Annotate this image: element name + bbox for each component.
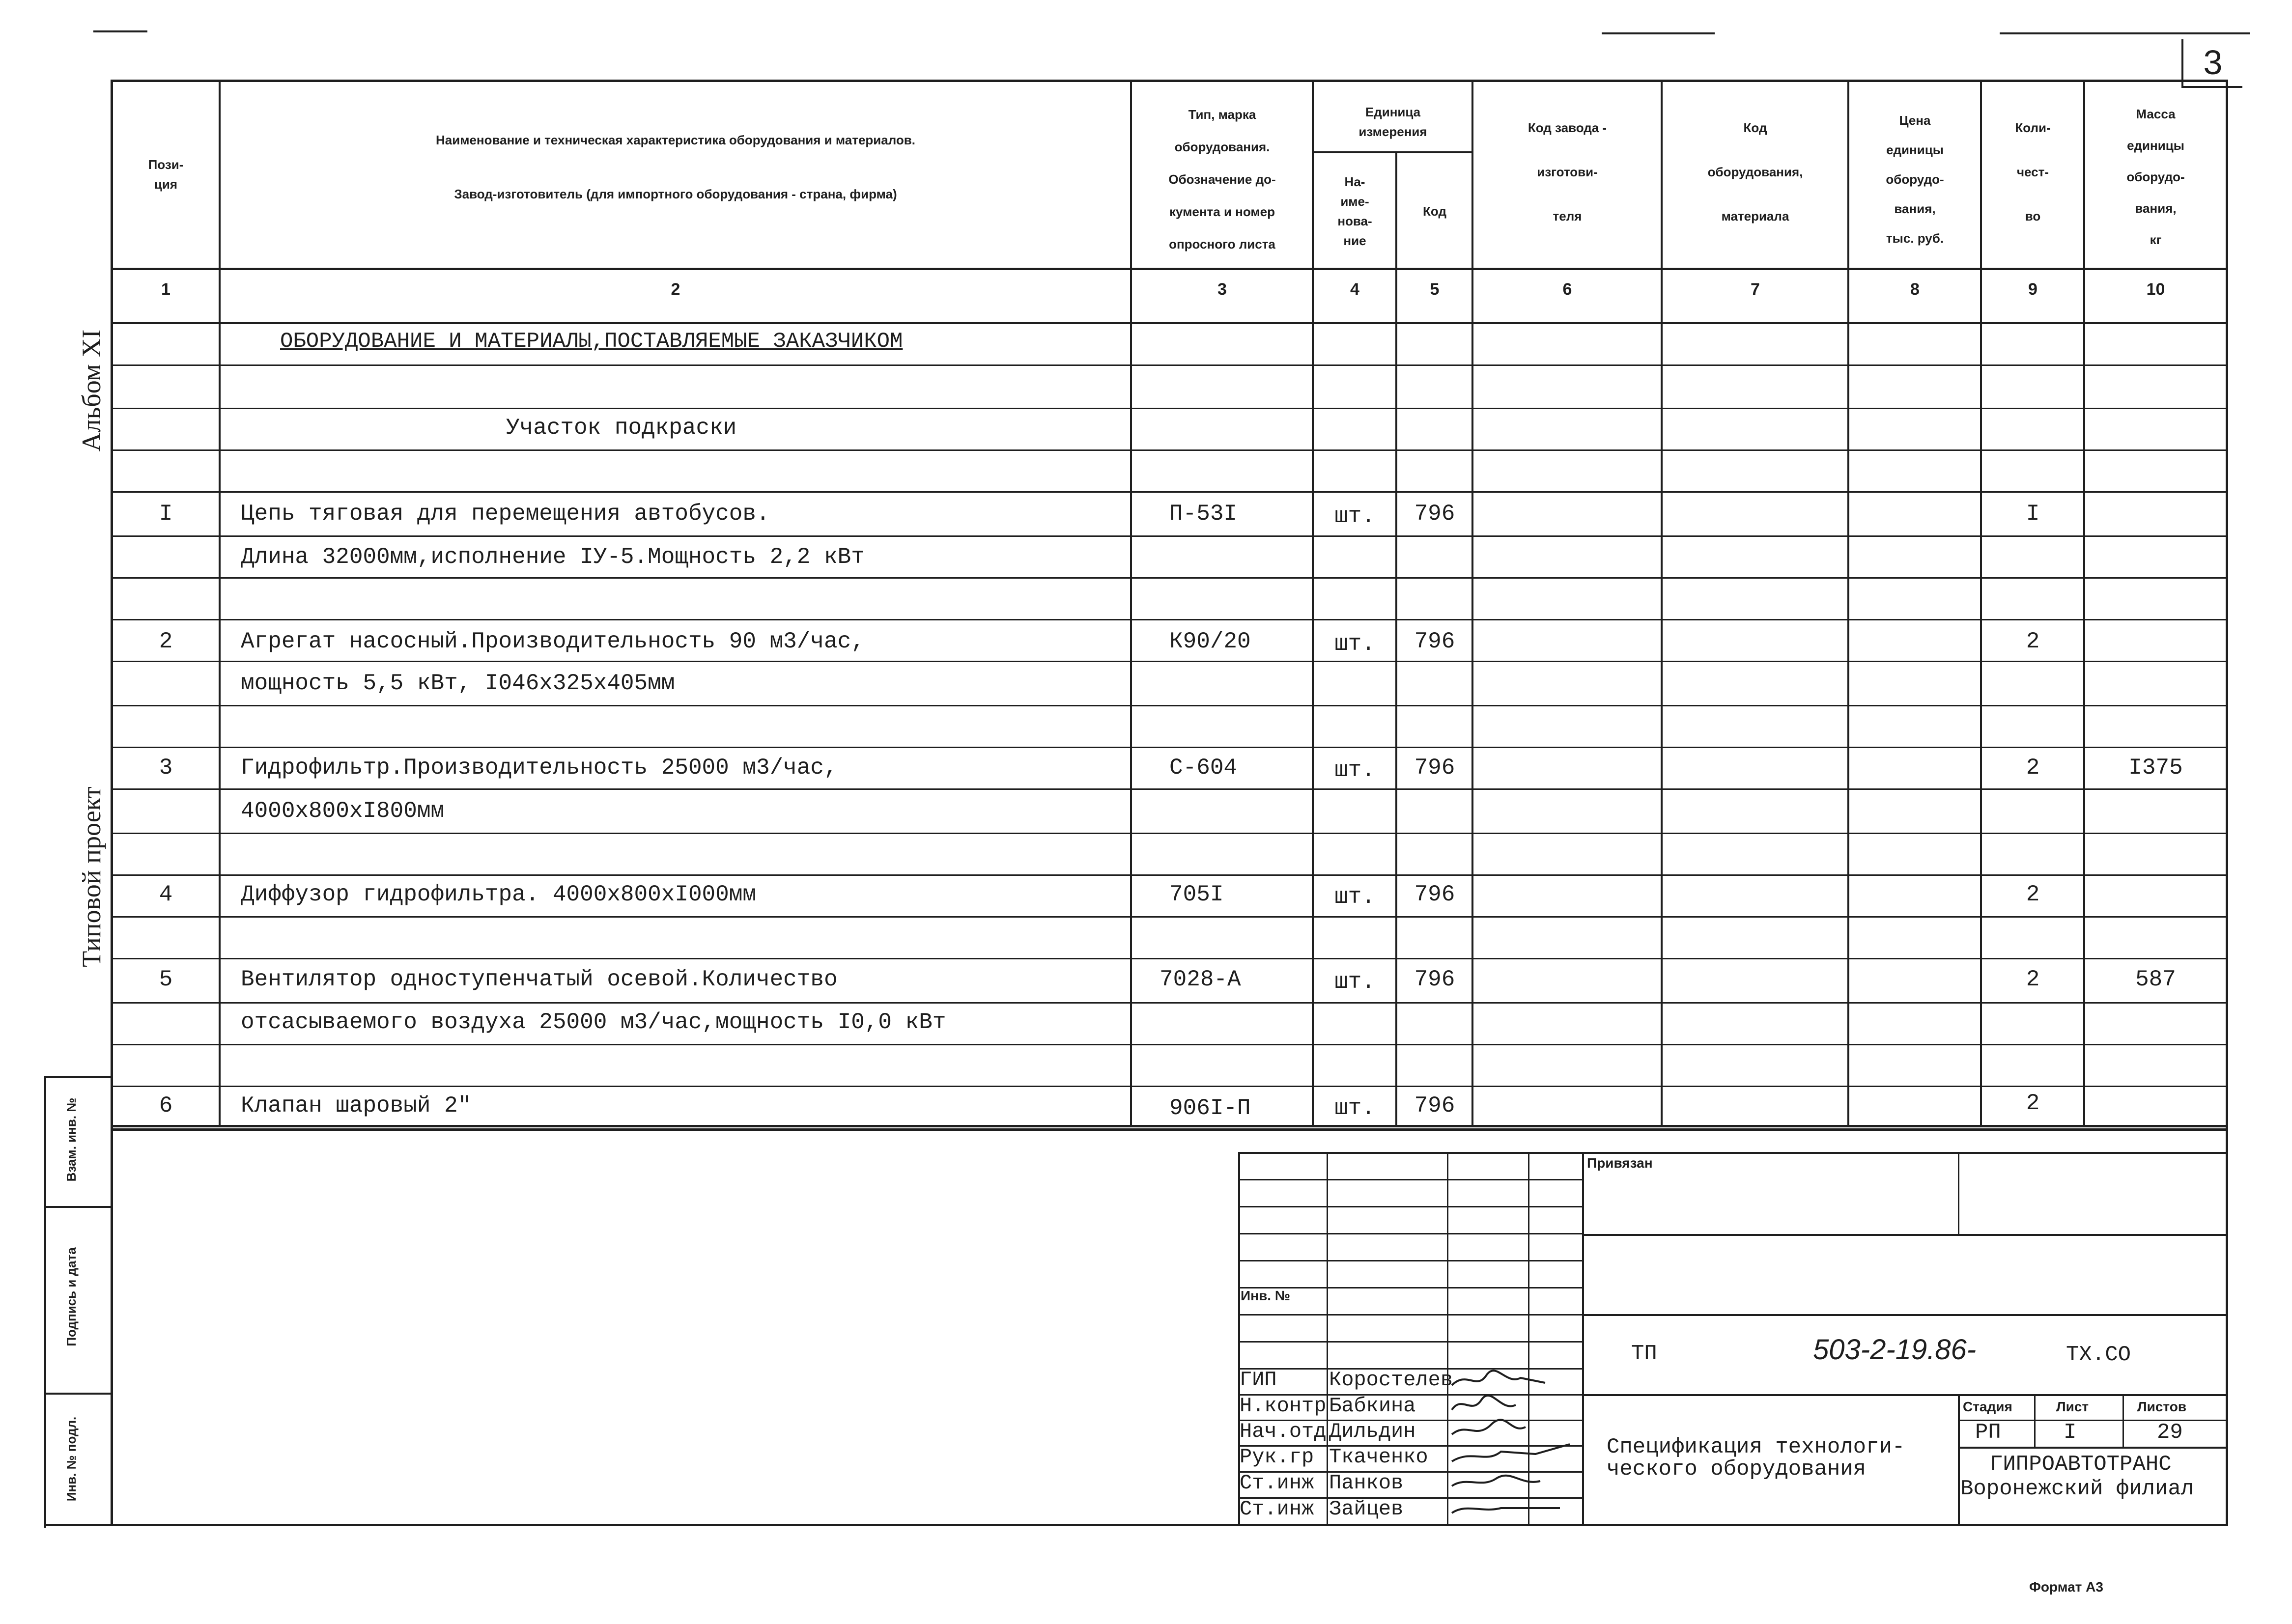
row-2-code: 796 xyxy=(1414,629,1455,654)
inv-zam-label: Взам. инв. № xyxy=(64,1097,79,1182)
tb-sheets-divider xyxy=(2122,1394,2124,1448)
row-line-16 xyxy=(111,1002,2228,1004)
row-1-code: 796 xyxy=(1414,501,1455,527)
row-line-8 xyxy=(111,661,2228,662)
sheet-number: 3 xyxy=(2203,43,2223,82)
tb-doc-number: 503-2-19.86- xyxy=(1813,1334,1977,1366)
colnum-3: 3 xyxy=(1217,280,1227,299)
row-line-12 xyxy=(111,833,2228,834)
top-dash-left xyxy=(93,30,147,32)
tb-inv-no-label: Инв. № xyxy=(1241,1288,1291,1303)
section-title: ОБОРУДОВАНИЕ И МАТЕРИАЛЫ,ПОСТАВЛЯЕМЫЕ ЗАКАЗЧИКОМ xyxy=(280,329,903,354)
row-line-17 xyxy=(111,1044,2228,1045)
tb-h-1 xyxy=(1238,1179,1582,1180)
tb-docnum-bottom xyxy=(1582,1394,2228,1396)
row-line-7 xyxy=(111,619,2228,620)
row-6-type: 906I-П xyxy=(1169,1095,1251,1121)
row-2-name: Агрегат насосный.Производительность 90 м3/час, xyxy=(241,629,865,654)
header-units: Единица измерения xyxy=(1358,104,1427,139)
row-6-quantity: 2 xyxy=(2026,1091,2040,1116)
row-3-type: С-604 xyxy=(1169,755,1238,781)
col-line-8 xyxy=(1980,80,1982,1126)
left-frame-lower xyxy=(111,1125,113,1525)
tb-sheet-value: I xyxy=(2064,1420,2077,1445)
header-unit-name: На- име- нова- ние xyxy=(1337,174,1372,248)
row-6-unit: шт. xyxy=(1334,1095,1375,1121)
col-line-7 xyxy=(1847,80,1849,1126)
tb-role-4: Рук.гр xyxy=(1240,1445,1314,1469)
tb-doc-title-2: ческого оборудования xyxy=(1607,1457,1867,1482)
col-line-5 xyxy=(1471,80,1473,1126)
tb-role-2: Н.контр xyxy=(1240,1394,1327,1418)
row-2-type: К90/20 xyxy=(1169,629,1251,654)
row-5-name-2: отсасываемого воздуха 25000 м3/час,мощность I0,0 кВт xyxy=(241,1009,946,1035)
row-line-3 xyxy=(111,449,2228,451)
row-5-mass: 587 xyxy=(2135,967,2176,992)
left-margin-sep-2 xyxy=(44,1206,113,1208)
row-line-13 xyxy=(111,874,2228,876)
header-position: Пози- ция xyxy=(148,157,184,192)
tb-h-6 xyxy=(1238,1314,1582,1316)
inv-podl-label: Инв. № подл. xyxy=(64,1416,79,1502)
colnum-10: 10 xyxy=(2146,280,2165,299)
row-2-position: 2 xyxy=(159,629,173,654)
header-mass: Масса единицы оборудо- вания, кг xyxy=(2126,107,2185,247)
row-5-name: Вентилятор одноступенчатый осевой.Количество xyxy=(241,967,838,992)
row-line-18 xyxy=(111,1086,2228,1087)
format-label: Формат А3 xyxy=(2029,1579,2103,1595)
tb-stage-label: Стадия xyxy=(1963,1399,2012,1414)
tb-role-1: ГИП xyxy=(1240,1368,1277,1392)
row-line-11 xyxy=(111,788,2228,790)
row-1-name-2: Длина 32000мм,исполнение IУ-5.Мощность 2,2 кВт xyxy=(241,544,865,570)
tb-role-6: Ст.инж xyxy=(1240,1497,1314,1521)
tb-doc-prefix: ТП xyxy=(1631,1342,1657,1366)
header-unit-code: Код xyxy=(1423,204,1446,219)
row-5-position: 5 xyxy=(159,967,173,992)
project-label: Типовой проект xyxy=(77,786,106,967)
colnum-5: 5 xyxy=(1430,280,1440,299)
row-6-name: Клапан шаровый 2" xyxy=(241,1093,472,1119)
row-3-mass: I375 xyxy=(2128,755,2183,781)
header-quantity: Коли- чест- во xyxy=(2015,120,2051,224)
row-2-quantity: 2 xyxy=(2026,629,2040,654)
row-line-6 xyxy=(111,577,2228,579)
tb-stage-value: РП xyxy=(1975,1420,2001,1445)
col-line-4 xyxy=(1395,152,1397,1126)
tb-name-5: Панков xyxy=(1329,1471,1404,1495)
album-label: Альбом XI xyxy=(77,329,106,452)
row-2-unit: шт. xyxy=(1334,631,1375,657)
tb-h-4 xyxy=(1238,1260,1582,1261)
header-price: Цена единицы оборудо- вания, тыс. руб. xyxy=(1886,113,1944,246)
col-line-1 xyxy=(219,80,221,1126)
tb-name-4: Ткаченко xyxy=(1329,1445,1428,1469)
header-name: Наименование и техническая характеристика оборудования и материалов. Завод-изготовитель (для импортного оборудования - страна, фирма) xyxy=(435,133,915,201)
left-margin-line xyxy=(44,1076,46,1528)
row-1-type: П-53I xyxy=(1169,501,1238,527)
tb-h-7 xyxy=(1238,1341,1582,1343)
tb-sheet-divider xyxy=(2034,1394,2036,1448)
tb-sheets-label: Листов xyxy=(2137,1399,2187,1414)
colnum-1: 1 xyxy=(161,280,170,299)
colnum-bottom-line xyxy=(111,322,2228,324)
tb-name-2: Бабкина xyxy=(1329,1394,1416,1418)
row-1-name: Цепь тяговая для перемещения автобусов. xyxy=(241,501,770,527)
colnum-9: 9 xyxy=(2028,280,2037,299)
tb-privyazan-divider xyxy=(1958,1152,1959,1235)
row-3-position: 3 xyxy=(159,755,173,781)
tb-stage-bottom xyxy=(1958,1447,2228,1449)
row-line-1 xyxy=(111,364,2228,366)
row-3-unit: шт. xyxy=(1334,757,1375,783)
header-factory-code: Код завода - изготови- теля xyxy=(1528,120,1607,224)
row-line-10 xyxy=(111,747,2228,748)
row-1-position: I xyxy=(159,501,173,527)
row-line-4 xyxy=(111,491,2228,493)
top-dash-right xyxy=(2000,32,2250,34)
tb-doc-suffix: ТХ.СО xyxy=(2066,1343,2131,1367)
row-5-unit: шт. xyxy=(1334,969,1375,995)
colnum-2: 2 xyxy=(671,280,680,299)
colnum-4: 4 xyxy=(1350,280,1359,299)
col-line-3 xyxy=(1312,80,1314,1126)
table-bottom-line xyxy=(111,1125,2228,1127)
sign-date-label: Подпись и дата xyxy=(64,1247,79,1346)
tb-sheets-value: 29 xyxy=(2157,1420,2183,1445)
row-3-name: Гидрофильтр.Производительность 25000 м3/час, xyxy=(241,755,838,781)
row-1-unit: шт. xyxy=(1334,504,1375,529)
tb-org-2: Воронежский филиал xyxy=(1960,1477,2194,1501)
colnum-7: 7 xyxy=(1751,280,1760,299)
row-4-name: Диффузор гидрофильтра. 4000x800xI000мм xyxy=(241,882,756,907)
row-5-type: 7028-А xyxy=(1160,967,1241,992)
row-4-unit: шт. xyxy=(1334,884,1375,910)
col-line-2 xyxy=(1130,80,1132,1126)
units-header-line xyxy=(1312,151,1473,153)
header-equipment-code: Код оборудования, материала xyxy=(1707,120,1803,224)
tb-role-5: Ст.инж xyxy=(1240,1471,1314,1495)
tb-doc-title-1: Спецификация технологи- xyxy=(1607,1435,1905,1459)
top-dash-mid xyxy=(1602,32,1715,34)
subsection-title: Участок подкраски xyxy=(506,415,737,441)
col-line-9 xyxy=(2083,80,2085,1126)
colnum-8: 8 xyxy=(1910,280,1920,299)
tb-sheet-label: Лист xyxy=(2056,1399,2089,1414)
tb-h-2 xyxy=(1238,1206,1582,1207)
tb-name-6: Зайцев xyxy=(1329,1497,1404,1521)
row-4-code: 796 xyxy=(1414,882,1455,907)
tb-role-3: Нач.отд xyxy=(1240,1420,1327,1443)
row-4-position: 4 xyxy=(159,882,173,907)
row-5-quantity: 2 xyxy=(2026,967,2040,992)
row-line-5 xyxy=(111,535,2228,537)
row-line-14 xyxy=(111,916,2228,918)
tb-privyazan-bottom xyxy=(1582,1234,2228,1236)
row-6-code: 796 xyxy=(1414,1093,1455,1119)
tb-h-3 xyxy=(1238,1233,1582,1234)
row-1-quantity: I xyxy=(2026,501,2040,527)
row-line-9 xyxy=(111,705,2228,706)
row-line-2 xyxy=(111,408,2228,409)
row-3-name-2: 4000x800xI800мм xyxy=(241,798,445,824)
row-4-type: 705I xyxy=(1169,882,1224,907)
colnum-6: 6 xyxy=(1562,280,1572,299)
tb-v-1 xyxy=(1327,1152,1328,1525)
row-2-name-2: мощность 5,5 кВт, I046x325x405мм xyxy=(241,671,675,696)
signature-scribbles xyxy=(1447,1366,1585,1525)
tb-stage-divider xyxy=(1958,1394,1960,1525)
row-3-quantity: 2 xyxy=(2026,755,2040,781)
tb-name-3: Дильдин xyxy=(1329,1420,1416,1443)
row-3-code: 796 xyxy=(1414,755,1455,781)
tb-privyazan-label: Привязан xyxy=(1587,1155,1653,1171)
row-line-15 xyxy=(111,958,2228,959)
tb-docnum-top xyxy=(1582,1314,2228,1316)
tb-name-1: Коростелев xyxy=(1329,1368,1453,1392)
row-5-code: 796 xyxy=(1414,967,1455,992)
header-bottom-line xyxy=(111,268,2228,270)
col-line-6 xyxy=(1661,80,1663,1126)
tb-org-1: ГИПРОАВТОТРАНС xyxy=(1990,1452,2172,1477)
header-type: Тип, марка оборудования. Обозначение до- кумента и номер опросного листа xyxy=(1168,107,1276,252)
row-6-position: 6 xyxy=(159,1093,173,1119)
row-4-quantity: 2 xyxy=(2026,882,2040,907)
